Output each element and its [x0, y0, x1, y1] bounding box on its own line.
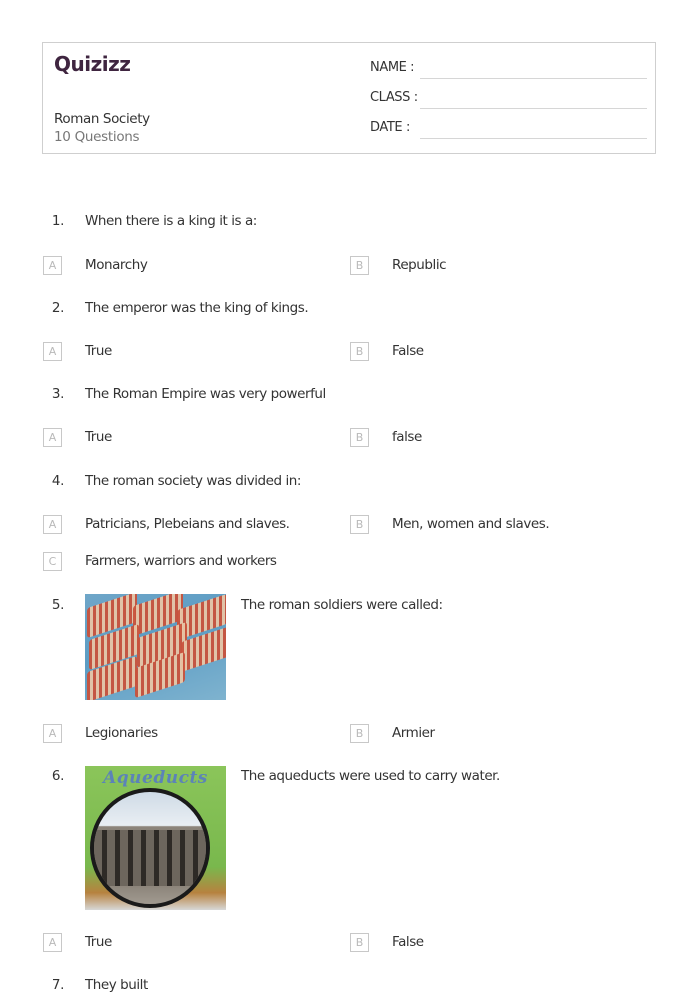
name-field[interactable]	[370, 60, 647, 80]
option-c-text: Farmers, warriors and workers	[85, 553, 277, 569]
option-b-text: False	[392, 343, 424, 359]
quiz-title: Roman Society	[54, 111, 150, 127]
option-b-box[interactable]: B	[350, 256, 369, 275]
option-a-box[interactable]: A	[43, 428, 62, 447]
option-b-text: Men, women and slaves.	[392, 516, 550, 532]
option-a-text: True	[85, 343, 112, 359]
question-text: The roman soldiers were called:	[241, 597, 443, 613]
option-a-text: True	[85, 429, 112, 445]
question-number: 3.	[51, 386, 64, 402]
aqueducts-image	[85, 766, 226, 910]
class-field[interactable]	[370, 90, 647, 110]
option-b-box[interactable]: B	[350, 724, 369, 743]
question-number: 4.	[51, 473, 64, 489]
option-a-box[interactable]: A	[43, 515, 62, 534]
option-a-box[interactable]: A	[43, 933, 62, 952]
option-b-box[interactable]: B	[350, 428, 369, 447]
question-count: 10 Questions	[54, 129, 140, 145]
option-a-box[interactable]: A	[43, 724, 62, 743]
date-line[interactable]	[420, 138, 647, 139]
date-field[interactable]	[370, 120, 647, 140]
question-text: When there is a king it is a:	[85, 213, 257, 229]
question-number: 6.	[51, 768, 64, 784]
question-text: The aqueducts were used to carry water.	[241, 768, 500, 784]
image-caption: Aqueducts	[103, 768, 208, 788]
question-number: 2.	[51, 300, 64, 316]
question-number: 7.	[51, 977, 64, 993]
option-b-box[interactable]: B	[350, 342, 369, 361]
name-line[interactable]	[420, 78, 647, 79]
option-b-box[interactable]: B	[350, 515, 369, 534]
question-text: They built	[85, 977, 148, 993]
option-b-text: Armier	[392, 725, 435, 741]
class-line[interactable]	[420, 108, 647, 109]
option-b-text: false	[392, 429, 422, 445]
option-a-text: Patricians, Plebeians and slaves.	[85, 516, 290, 532]
option-b-text: Republic	[392, 257, 447, 273]
worksheet-header	[42, 42, 656, 154]
name-label: NAME :	[370, 60, 415, 75]
option-a-text: Monarchy	[85, 257, 148, 273]
question-text: The emperor was the king of kings.	[85, 300, 309, 316]
option-b-text: False	[392, 934, 424, 950]
question-number: 5.	[51, 597, 64, 613]
option-a-box[interactable]: A	[43, 256, 62, 275]
quizizz-logo: Quizizz	[54, 52, 131, 76]
date-label: DATE :	[370, 120, 410, 135]
roman-soldiers-image	[85, 594, 226, 700]
option-a-box[interactable]: A	[43, 342, 62, 361]
question-text: The roman society was divided in:	[85, 473, 301, 489]
option-a-text: Legionaries	[85, 725, 158, 741]
option-a-text: True	[85, 934, 112, 950]
class-label: CLASS :	[370, 90, 418, 105]
option-b-box[interactable]: B	[350, 933, 369, 952]
question-text: The Roman Empire was very powerful	[85, 386, 326, 402]
question-number: 1.	[51, 213, 64, 229]
option-c-box[interactable]: C	[43, 552, 62, 571]
aqueduct-photo	[90, 788, 210, 908]
